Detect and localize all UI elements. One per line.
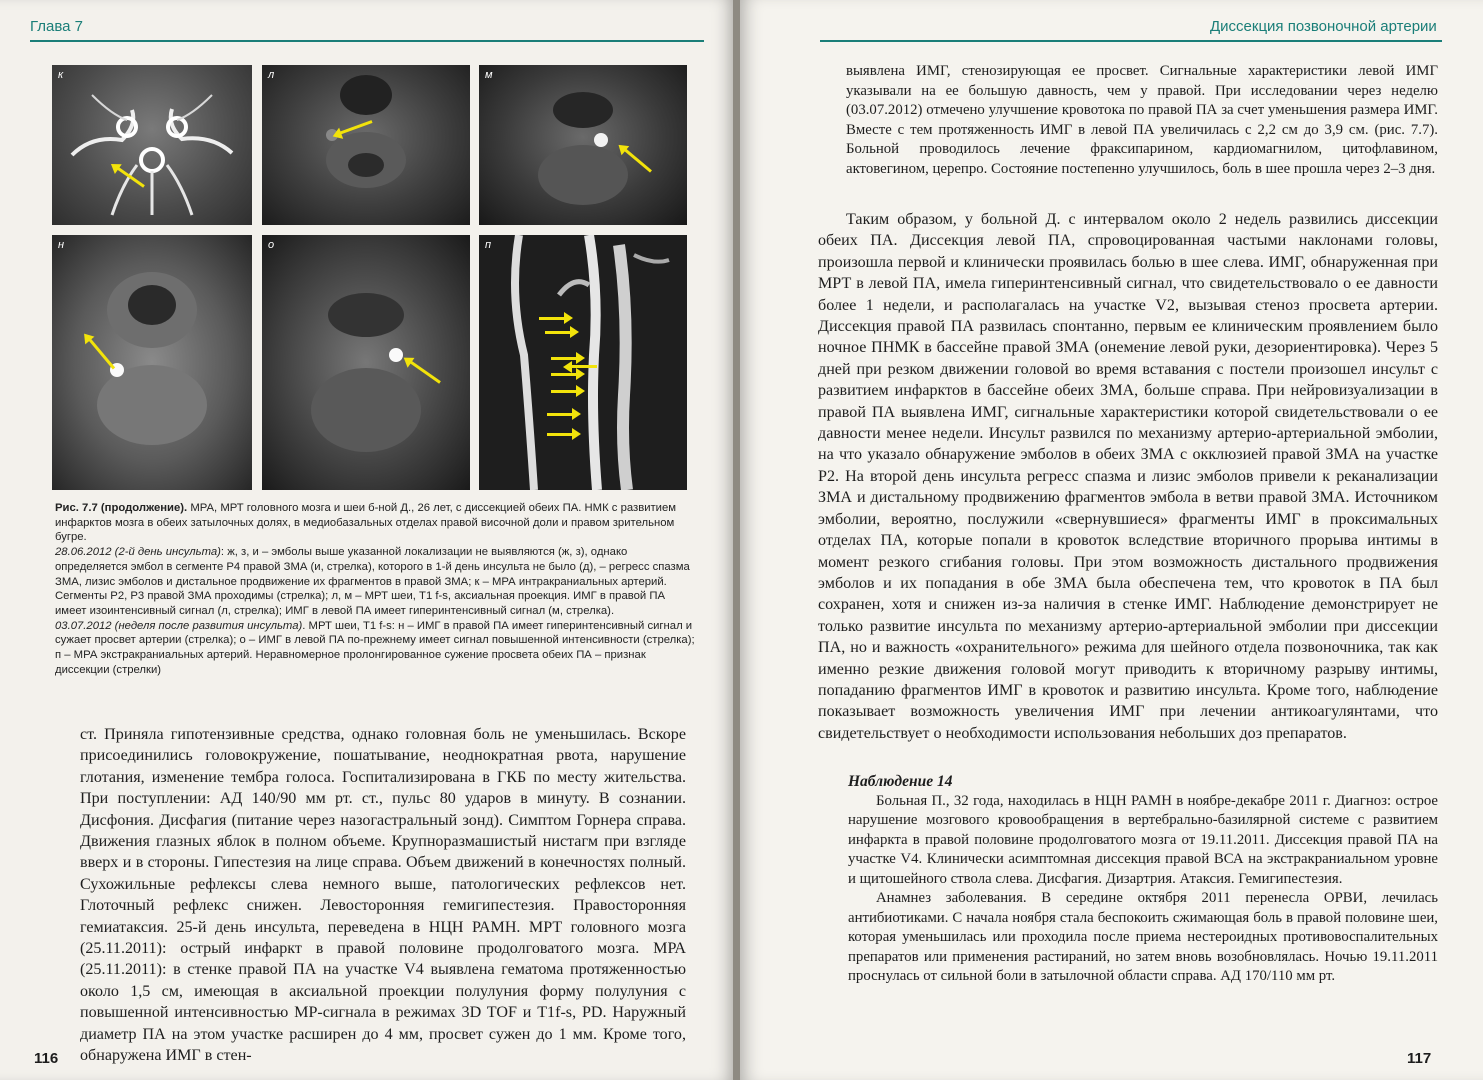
paragraph: Анамнез заболевания. В середине октября 2011 перенесла ОРВИ, лечилась антибиотиками. С начала ноября стала беспокоить сжимающая боль в правой половине шеи, которая уменьшилась или проходила после приема нестероидных противовоспалительных препаратов или применения растираний, но затем вновь возобновлялась. Ночью 19.11.2011 проснулась от сильной боли в затылочной области справа. АД 170/110 мм рт. [848, 890, 1438, 984]
section-running-head: Диссекция позвоночной артерии [1210, 18, 1437, 35]
observation-heading: Наблюдение 14 [848, 773, 953, 790]
header-rule [820, 40, 1442, 42]
discussion-paragraph [818, 209, 1438, 744]
figure-caption [55, 501, 695, 677]
mra-vessels-image [52, 65, 252, 225]
panel-letter: н [58, 239, 65, 251]
mri-axial-neck-image [262, 65, 470, 225]
panel-m-mri-neck [479, 65, 687, 225]
page-number: 117 [1407, 1050, 1432, 1067]
continued-paragraph [846, 62, 1438, 179]
chapter-running-head: Глава 7 [30, 18, 84, 35]
paragraph: Таким образом, у больной Д. с интервалом около 2 недель развились диссекции обеих ПА. Диссекция левой ПА, спровоцированная частыми наклонами головы, произошла первой и клинически проявилась болью в шее слева. ИМГ, обнаруженная при МРТ в левой ПА, имела гиперинтенсивный сигнал, что свидетельствовало о ее давности более 1 недели, и располагалась на участке V2, вызывая стеноз просвета артерии. Диссекция правой ПА развилась спонтанно, первым ее клиническим проявлением было ночное ПНМК в бассейне правой ЗМА (онемение левой руки, дезориентировка). Через 5 дней при резком движении головой во время вставания с постели произошел инсульт с развитием инфарктов в бассейне обеих ЗМА, больше справа. При нейровизуализации в правой ПА выявлена ИМГ, сигнальные характеристики которой свидетельствовали о ее давности менее недели. Инсульт развился по механизму артерио-артериальной эмболии, на что указало обнаружение эмболов в обеих ЗМА с окклюзией правой ЗМА на участке Р2. На второй день инсульта регресс спазма и лизис эмболов привели к реканализации ЗМА и дистальному продвижению фрагментов эмбола в ветви правой ЗМА. Источником эмболии, вероятно, послужили «свернувшиеся» фрагменты ИМГ в проксимальных отделах ПА, которые попали в кровоток вследствие вторичного прорыва интимы в момент резкого сгибания головы. При этом возможность дистального продвижения эмболов и их попадания в обе ЗМА была обеспечена тем, что кровоток в ПА был сохранен, хотя и снижен из-за наличия в стенке ИМГ. Наблюдение демонстрирует не только развитие инсульта по механизму артерио-артериальной эмболии при диссекции ПА, но и важность «охранительного» режима для шейного отдела позвоночника, так как именно резкие движения головой могут приводить к вторичному разрыву интимы, попаданию фрагментов ИМГ в кровоток и развитию инсульта. Кроме того, наблюдение показывает возможность увеличения ИМГ при лечении антикоагулянтами, что свидетельствует о необходимости использования небольших доз препаратов. [818, 211, 1438, 742]
panel-p-mra-extracranial [479, 235, 687, 490]
caption-text: : ж, з, и – эмболы выше указанной локализации не выявляются (ж, з), однако определяется эмбол в сегменте Р4 правой ЗМА (и, стрелка), которого в 1-й день инсульта не было (д), – регресс спазма ЗМА, лизис эмболов и дистальное продвижение их фрагментов в правой ЗМА; к – МРА интракраниальных артерий. Сегменты Р2, Р3 правой ЗМА проходимы (стрелка); л, м – МРТ шеи, T1 f-s, аксиальная проекция. ИМГ в правой ПА имеет изоинтенсивный сигнал (л, стрелка); ИМГ в левой ПА имеет гиперинтенсивный сигнал (м, стрелка). [55, 546, 690, 617]
panel-letter: о [268, 239, 275, 251]
panel-n-mri-neck [52, 235, 252, 490]
mri-axial-neck-image [479, 65, 687, 225]
figure-7-7-grid [52, 65, 687, 490]
panel-letter: к [58, 69, 64, 81]
mri-axial-neck-image [52, 235, 252, 490]
caption-label: Рис. 7.7 (продолжение). [55, 502, 188, 514]
yellow-arrow [551, 373, 581, 376]
yellow-arrow [547, 413, 577, 416]
left-body-text [80, 724, 686, 1067]
yellow-arrow [551, 357, 581, 360]
yellow-arrow [545, 331, 575, 334]
paragraph: выявлена ИМГ, стенозирующая ее просвет. Сигнальные характеристики левой ИМГ указывали на ее большую давность, чем у правой. При исследовании через неделю (03.07.2012) отмечено улучшение кровотока по правой ПА за счет уменьшения размера ИМГ. Вместе с тем протяженность ИМГ в левой ПА увеличилась с 2,2 см до 3,9 см. (рис. 7.7). Больной проводилось лечение фраксипарином, кардиомагнилом, цитофлавином, актовегином, церепро. Состояние постепенно улучшилось, боль в шее прошла через 2–3 дня. [846, 63, 1438, 177]
yellow-arrow [547, 433, 577, 436]
paragraph: ст. Приняла гипотензивные средства, однако головная боль не уменьшилась. Вскоре присоединились головокружение, пошатывание, неоднократная рвота, нарушение глотания, изменение тембра голоса. Госпитализирована в ГКБ по месту жительства. При поступлении: АД 140/90 мм рт. ст., пульс 80 ударов в минуту. В сознании. Дисфония. Дисфагия (питание через назогастральный зонд). Симптом Горнера справа. Движения глазных яблок в полном объеме. Крупноразмашистый нистагм при взгляде вверх и в стороны. Гипестезия на лице справа. Объем движений в конечностях полный. Сухожильные рефлексы слева немного выше, патологических рефлексов нет. Глоточный рефлекс снижен. Левосторонняя гемигипестезия. Правосторонняя гемиатаксия. 25-й день инсульта, переведена в НЦН РАМН. МРТ головного мозга (25.11.2011): острый инфаркт в правой половине продолговатого мозга. МРА (25.11.2011): в стенке правой ПА на участке V4 выявлена гематома протяженностью около 1,5 см, имеющая в аксиальной проекции полулуния форму полулуния с повышенной интенсивностью МР-сигнала в режимах 3D TOF и T1f-s, PD. Наружный диаметр ПА на этом участке расширен до 4 мм, просвет сужен до 1 мм. Кроме того, обнаружена ИМГ в стен- [80, 726, 686, 1065]
yellow-arrow [567, 365, 597, 368]
panel-l-mri-neck [262, 65, 470, 225]
paragraph: Больная П., 32 года, находилась в НЦН РАМН в ноябре-декабре 2011 г. Диагноз: острое нарушение мозгового кровообращения в вертебрально-базилярной системе с развитием инфаркта в правой половине продолговатого мозга от 19.11.2011. Диссекция правой ПА на участке V4. Клинически асимптомная диссекция правой ВСА на экстракраниальном уровне и щитошейного ствола слева. Дисфагия. Дизартрия. Атаксия. Гемигипестезия. [848, 792, 1438, 887]
panel-k-mra-intracranial [52, 65, 252, 225]
page-number: 116 [34, 1050, 59, 1067]
left-page [0, 0, 735, 1080]
panel-letter: л [268, 69, 275, 81]
header-rule [30, 40, 704, 42]
yellow-arrow [551, 390, 581, 393]
caption-date: 28.06.2012 (2-й день инсульта) [55, 546, 221, 559]
caption-date: 03.07.2012 (неделя после развития инсульта) [55, 619, 303, 632]
panel-letter: м [485, 69, 493, 81]
observation-14-section [848, 772, 1438, 987]
caption-text: МРА, МРТ головного мозга и шеи б-ной Д., 26 лет, с диссекцией обеих ПА. НМК с развитием инфарктов мозга в обеих затылочных долях, в медиобазальных отделах правой височной доли и правом зрительном бугре. [55, 502, 677, 544]
right-page [740, 0, 1483, 1080]
panel-o-mri-neck [262, 235, 470, 490]
mri-axial-neck-image [262, 235, 470, 490]
panel-letter: п [485, 239, 492, 251]
yellow-arrow [539, 317, 569, 320]
caption-text: . МРТ шеи, T1 f-s: н – ИМГ в правой ПА имеет гиперинтенсивный сигнал и сужает просвет артерии (стрелка); о – ИМГ в левой ПА по-прежнему имеет сигнал повышенной интенсивности (стрелка); п – МРА экстракраниальных артерий. Неравномерное пролонгированное сужение просвета обеих ПА – признак диссекции (стрелки) [55, 619, 695, 676]
